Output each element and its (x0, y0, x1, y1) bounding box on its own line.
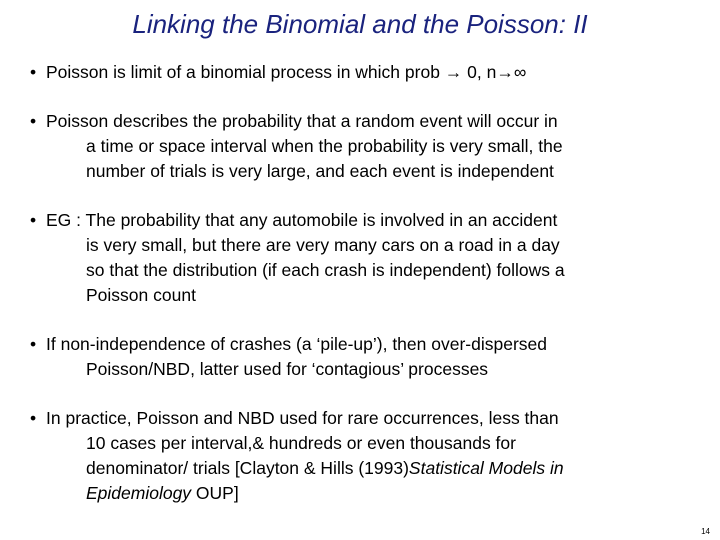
bullet-line: a time or space interval when the probability is very small, the (86, 136, 563, 156)
bullet-line: EG : The probability that any automobile is involved in an accident (46, 210, 558, 230)
page-number: 14 (701, 527, 710, 536)
bullet-item (30, 406, 670, 506)
bullet-line: Poisson describes the probability that a random event will occur in (46, 111, 558, 131)
bullet-line: If non-independence of crashes (a ‘pile-up’), then over-dispersed (46, 334, 547, 354)
bullet-marker: • (30, 210, 37, 230)
citation-text: denominator/ trials [Clayton & Hills (1993) (86, 458, 409, 478)
bullet-line (46, 481, 670, 506)
bullet-line: In practice, Poisson and NBD used for rare occurrences, less than (46, 408, 559, 428)
book-title-part-a: Statistical Models in (408, 458, 564, 478)
bullet-line: Poisson count (86, 285, 196, 305)
bullet-line: Poisson/NBD, latter used for ‘contagious’ processes (86, 359, 489, 379)
bullet-line: is very small, but there are very many cars on a road in a day (86, 235, 560, 255)
bullet-item (30, 332, 670, 382)
slide-title: Linking the Binomial and the Poisson: II (132, 9, 588, 39)
bullet-line: number of trials is very large, and each event is independent (86, 161, 554, 181)
bullet-item (30, 109, 670, 184)
bullet-item (30, 60, 670, 85)
bullet-line: Poisson is limit of a binomial process in which prob → 0, n→∞ (46, 62, 527, 82)
bullet-line (46, 456, 670, 481)
bullet-line: so that the distribution (if each crash is independent) follows a (86, 260, 565, 280)
citation-tail: OUP] (191, 483, 239, 503)
bullet-marker: • (30, 111, 37, 131)
bullet-marker: • (30, 408, 37, 428)
bullet-marker: • (30, 62, 37, 82)
bullet-list (30, 60, 670, 530)
bullet-line: 10 cases per interval,& hundreds or even thousands for (86, 433, 516, 453)
book-title-part-b: Epidemiology (86, 483, 192, 503)
bullet-item (30, 208, 670, 308)
bullet-marker: • (30, 334, 37, 354)
